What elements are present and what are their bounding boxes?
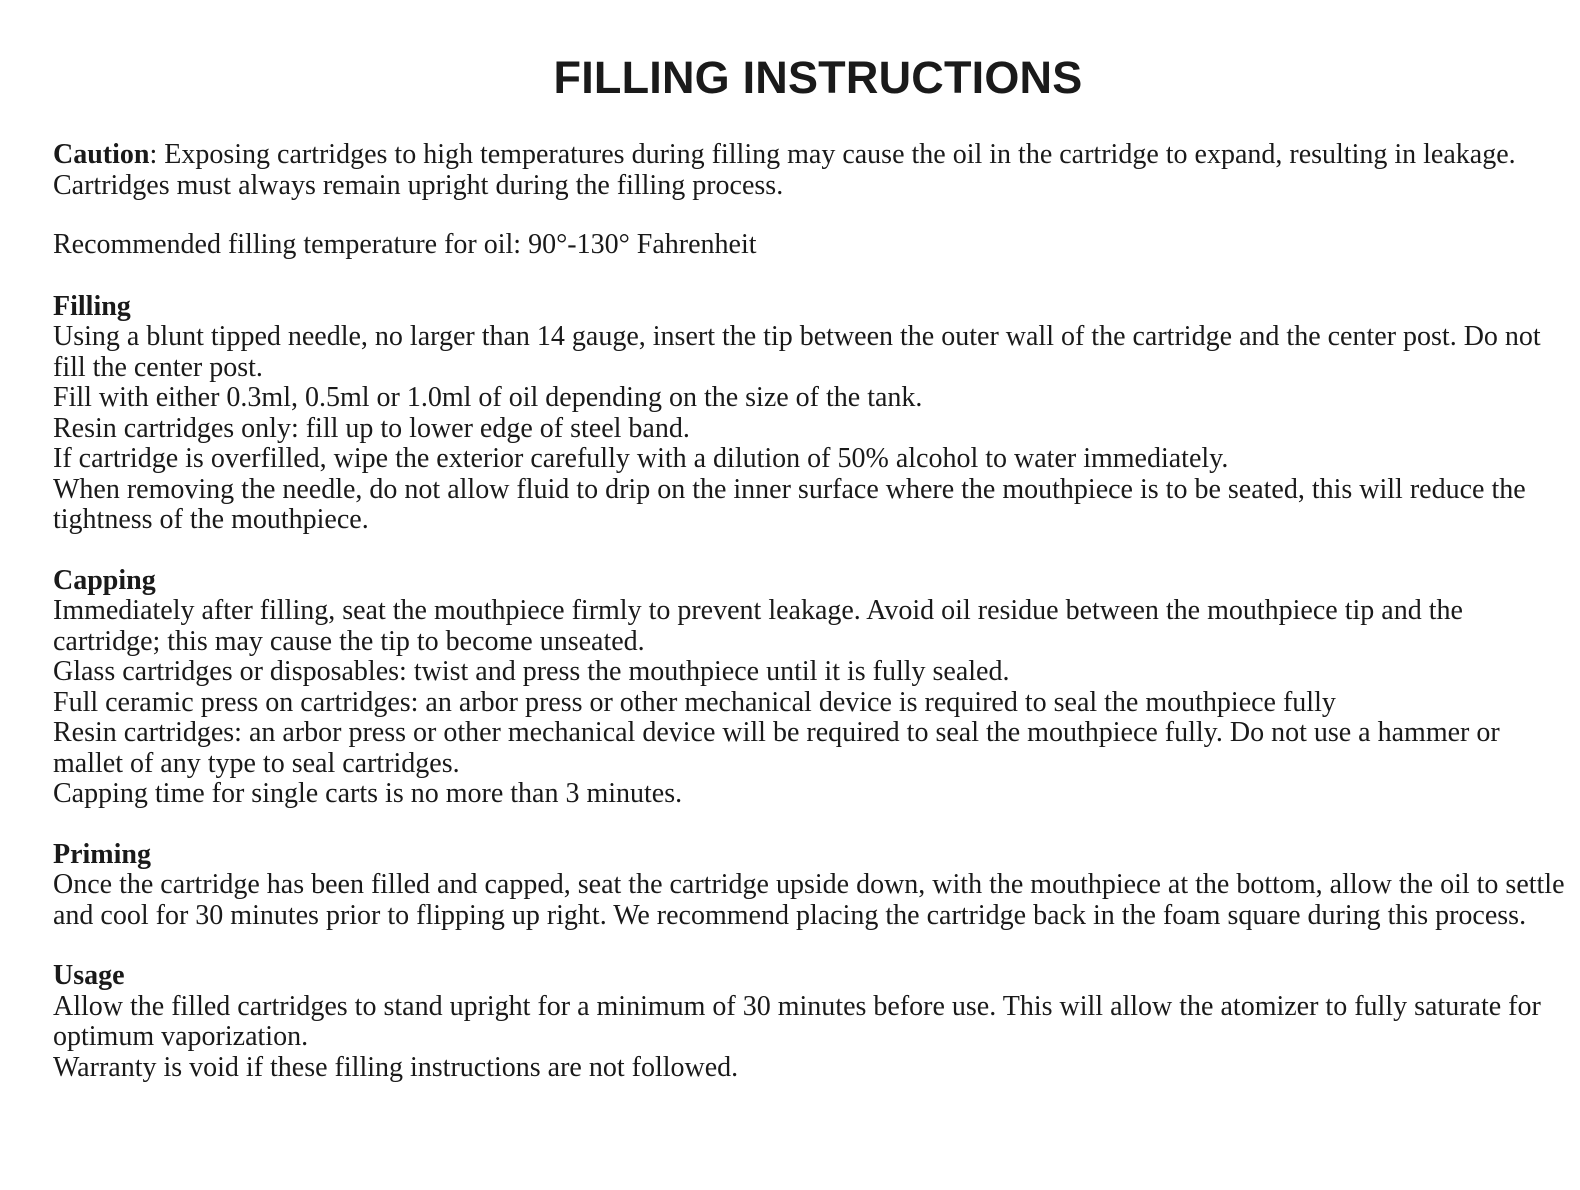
section-filling xyxy=(53,292,1573,536)
document-body xyxy=(53,140,1573,1113)
caution-label: Caution xyxy=(53,139,150,170)
section-heading-capping: Capping xyxy=(53,564,156,596)
section-usage xyxy=(53,961,1573,1083)
document-title: FILLING INSTRUCTIONS xyxy=(553,52,1083,103)
filling-line: Fill with either 0.3ml, 0.5ml or 1.0ml of oil depending on the size of the tank. xyxy=(53,382,923,413)
section-heading-priming: Priming xyxy=(53,838,151,870)
capping-line: Glass cartridges or disposables: twist and press the mouthpiece until it is fully sealed. xyxy=(53,656,1010,687)
usage-line: Warranty is void if these filling instructions are not followed. xyxy=(53,1051,739,1083)
filling-line: If cartridge is overfilled, wipe the exterior carefully with a dilution of 50% alcohol to water immediately. xyxy=(53,443,1229,474)
capping-line: Capping time for single carts is no more than 3 minutes. xyxy=(53,778,683,809)
section-heading-usage: Usage xyxy=(53,960,125,991)
section-priming xyxy=(53,840,1573,932)
section-heading-filling: Filling xyxy=(53,290,131,322)
temperature-note: Recommended filling temperature for oil: 90°-130° Fahrenheit xyxy=(53,229,757,260)
caution-paragraph xyxy=(53,140,1573,201)
capping-line: Resin cartridges: an arbor press or other mechanical device will be required to seal the mouthpiece fully. Do not use a hammer or mallet of any type to seal cartridges. xyxy=(53,717,1500,779)
priming-line: Once the cartridge has been filled and capped, seat the cartridge upside down, with the mouthpiece at the bottom, allow the oil to settle and cool for 30 minutes prior to flipping up right. We recommend placing the cartridge back in the foam square during this process. xyxy=(53,869,1565,931)
capping-line: Immediately after filling, seat the mouthpiece firmly to prevent leakage. Avoid oil residue between the mouthpiece tip and the cartridge; this may cause the tip to become unseated. xyxy=(53,595,1463,657)
section-capping xyxy=(53,566,1573,810)
capping-line: Full ceramic press on cartridges: an arbor press or other mechanical device is required to seal the mouthpiece fully xyxy=(53,686,1336,718)
caution-text: : Exposing cartridges to high temperatures during filling may cause the oil in the cartridge to expand, resulting in leakage. Cartridges must always remain upright during the filling process. xyxy=(53,139,1516,201)
filling-line: When removing the needle, do not allow fluid to drip on the inner surface where the mouthpiece is to be seated, this will reduce the tightness of the mouthpiece. xyxy=(53,473,1526,535)
usage-line: Allow the filled cartridges to stand upright for a minimum of 30 minutes before use. This will allow the atomizer to fully saturate for optimum vaporization. xyxy=(53,990,1541,1052)
filling-line: Using a blunt tipped needle, no larger than 14 gauge, insert the tip between the outer wall of the cartridge and the center post. Do not fill the center post. xyxy=(53,321,1541,383)
filling-line: Resin cartridges only: fill up to lower edge of steel band. xyxy=(53,412,690,444)
